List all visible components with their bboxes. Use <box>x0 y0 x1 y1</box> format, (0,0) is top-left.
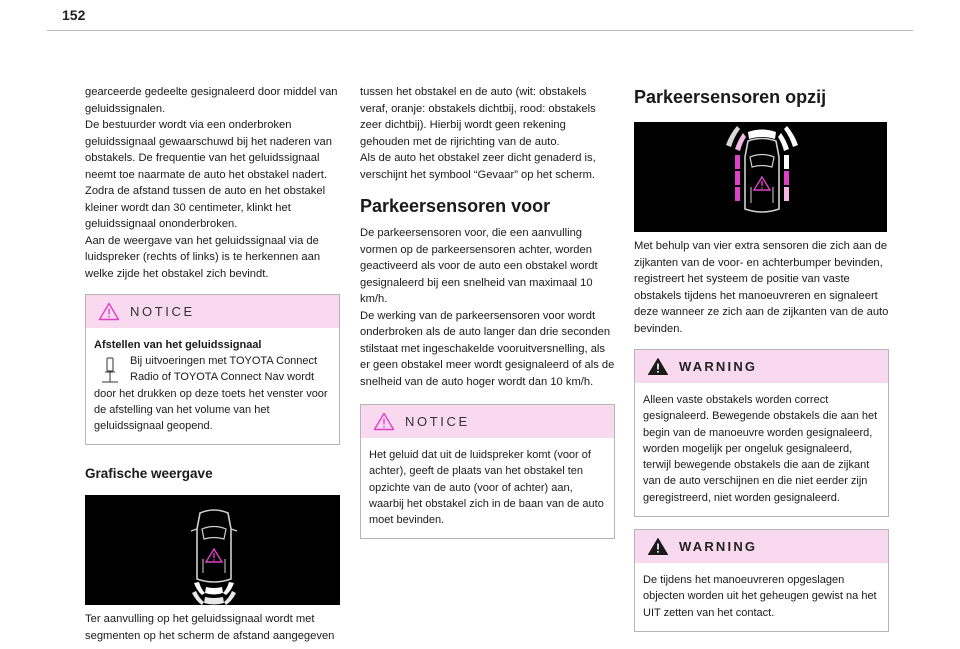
notice-text: Het geluid dat uit de luidspreker komt (voor of achter), geeft de plaats van het obstakel ten opzichte van de auto (voor of achter) aan, waarbij het obstakel zich in de baan van de auto moet bevinden. <box>369 449 604 527</box>
notice-label: NOTICE <box>130 304 195 319</box>
warning-box-vaste-obstakels <box>634 349 889 517</box>
figure-caption-side: Met behulp van vier extra sensoren die zich aan de zijkanten van de voor- en achterbumper bevinden, registreert het systeem de positie van vaste obstakels tijdens het manoeuvreren en signaleert deze wanneer ze zich aan de zijkanten van de auto bevinden. <box>634 240 889 335</box>
notice-box-luidspreker <box>360 404 615 539</box>
warning-triangle-outline-icon <box>98 302 120 321</box>
page-number: 152 <box>62 7 86 23</box>
warning-body <box>635 563 888 631</box>
paragraph-kleuren: tussen het obstakel en de auto (wit: obstakels veraf, oranje: obstakels dichtbij, rood: obstakels zeer dichtbij). Hierbij wordt geen rekening gehouden met de rijrichting van de auto. Als de auto het obstakel zeer dicht genaderd is, verschijnt het symbool “Gevaar” op het scherm. <box>360 86 596 181</box>
column-right <box>634 86 889 632</box>
column-left <box>85 84 340 644</box>
notice-subtitle: Afstellen van het geluidssignaal <box>94 339 262 351</box>
figure-side-sensors <box>634 122 887 232</box>
column-middle <box>360 84 615 539</box>
warning-body <box>635 383 888 516</box>
heading-grafische-weergave: Grafische weergave <box>85 466 213 482</box>
warning-label: WARNING <box>679 539 758 555</box>
warning-text: Alleen vaste obstakels worden correct gesignaleerd. Bewegende obstakels die aan het begin van de manoeuvre worden gesignaleerd, worden mogelijk per ongeluk gesignaleerd, terwijl bewegende obstakels die aan de zijkant van de auto verschijnen en die niet eerder zijn geregistreerd, niet worden gesignaleerd. <box>643 394 878 504</box>
warning-triangle-filled-icon <box>647 357 669 376</box>
car-side-sensor-illustration <box>634 122 887 232</box>
warning-text: De tijdens het manoeuvreren opgeslagen objecten worden uit het geheugen gewist na het UIT zetten van het contact. <box>643 574 877 619</box>
warning-label: WARNING <box>679 359 758 374</box>
notice-indent-line: Bij uitvoeringen met TOYOTA Connect <box>130 355 318 367</box>
notice-header <box>361 405 614 438</box>
warning-header <box>635 350 888 383</box>
header-rule <box>47 30 913 31</box>
heading-parkeersensoren-opzij: Parkeersensoren opzij <box>634 87 827 107</box>
heading-parkeersensoren-voor: Parkeersensoren voor <box>360 196 551 216</box>
notice-header <box>86 295 339 328</box>
notice-body <box>86 328 339 444</box>
paragraph-parkeersensoren-voor: De parkeersensoren voor, die een aanvulling vormen op de parkeersensoren achter, worden geactiveerd als voor de auto een obstakel wordt gesignaleerd bij een snelheid van maximaal 10 km/h. De werking van de parkeersensoren voor wordt onderbroken als de auto langer dan drie seconden stilstaat met ingeschakelde vooruitversnelling, als er geen obstakel meer wordt gesignaleerd of als de snelheid van de auto hoger wordt dan 10 km/h. <box>360 227 615 388</box>
warning-triangle-outline-icon <box>373 412 395 431</box>
notice-box-geluidssignaal <box>85 294 340 445</box>
notice-indent-line: Radio of TOYOTA Connect Nav wordt <box>130 371 315 384</box>
notice-body <box>361 438 614 538</box>
figure-rear-display <box>85 495 340 605</box>
notice-label: NOTICE <box>405 414 470 429</box>
car-rear-sensor-illustration <box>85 495 340 605</box>
figure-caption-rear: Ter aanvulling op het geluidssignaal wordt met segmenten op het scherm de afstand aangegeven <box>85 613 335 642</box>
knob-press-icon <box>102 357 118 383</box>
warning-header <box>635 530 888 563</box>
notice-indent-block <box>94 353 331 386</box>
warning-triangle-filled-icon <box>647 537 669 556</box>
paragraph-geluidssignaal: gearceerde gedeelte gesignaleerd door middel van geluidssignalen. De bestuurder wordt via een onderbroken geluidssignaal gewaarschuwd bij het naderen van obstakels. De frequentie van het geluidssignaal neemt toe naarmate de auto het obstakel nadert. Zodra de afstand tussen de auto en het obstakel kleiner wordt dan 30 centimeter, klinkt het geluidssignaal ononderbroken. Aan de weergave van het geluidssignaal via de luidspreker (rechts of links) is te herkennen aan welke zijde het obstakel zich bevindt. <box>85 86 338 280</box>
warning-box-geheugen <box>634 529 889 632</box>
notice-text: door het drukken op deze toets het venster voor de afstelling van het volume van het geluidssignaal geopend. <box>94 387 328 433</box>
